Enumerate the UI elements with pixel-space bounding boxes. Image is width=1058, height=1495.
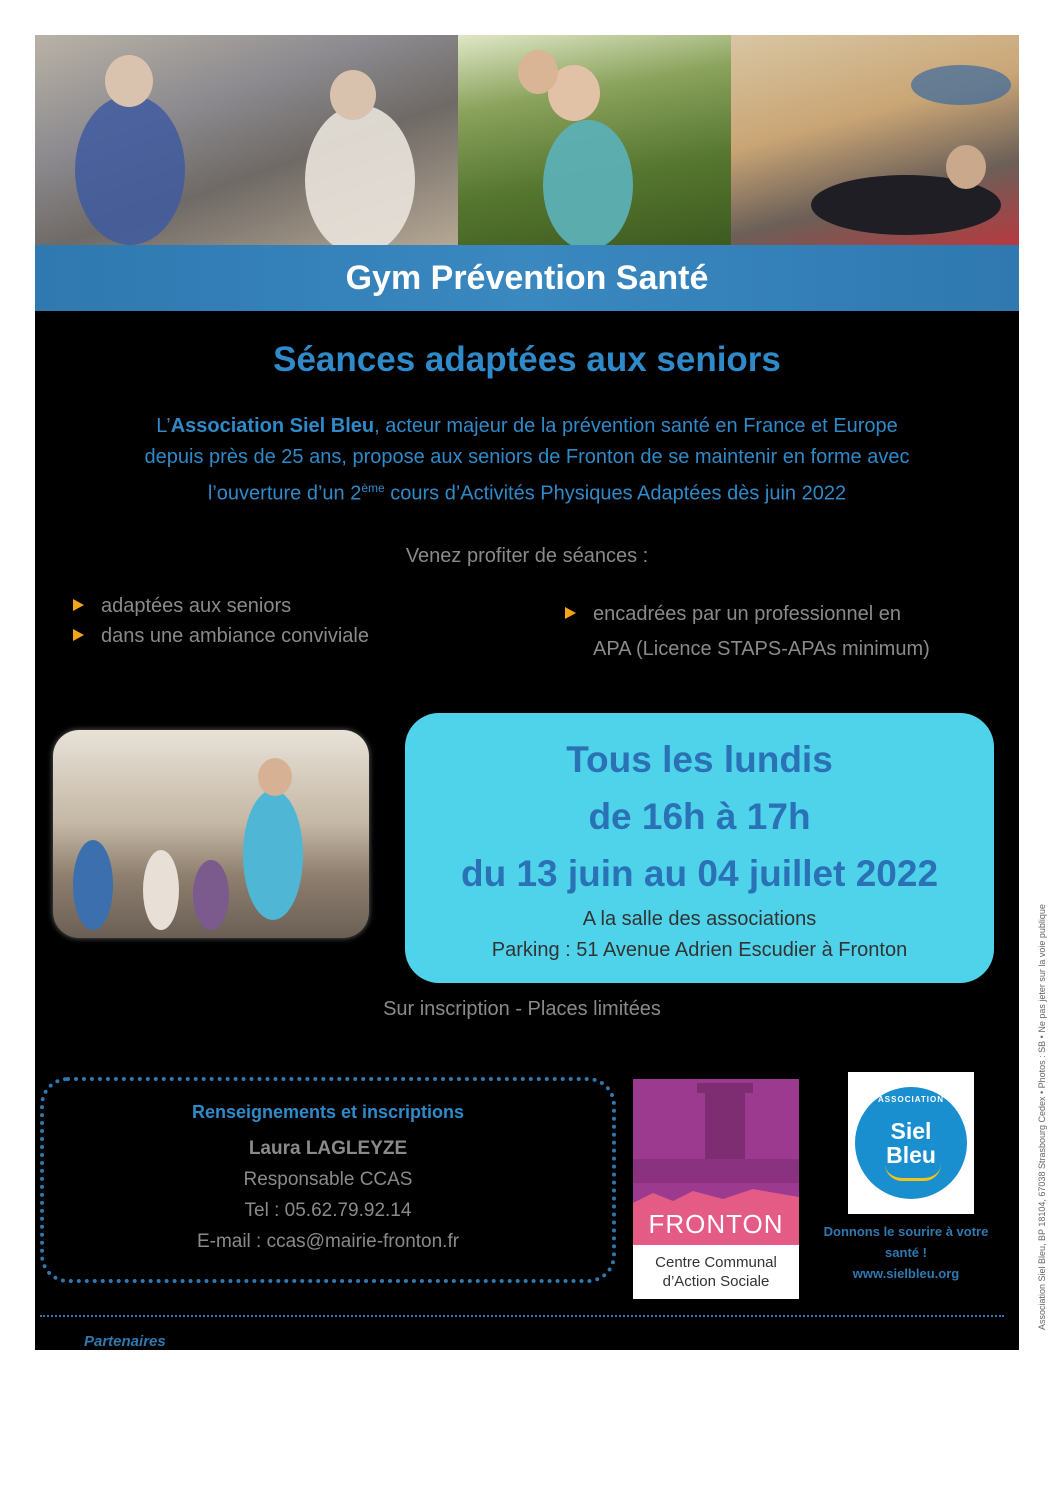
schedule-time: de 16h à 17h xyxy=(588,796,811,837)
contact-title: Renseignements et inscriptions xyxy=(191,1102,465,1122)
intro-line3a: l’ouverture d’un 2 xyxy=(207,482,362,505)
partners-label: Partenaires xyxy=(84,1333,166,1350)
bullet-list-right xyxy=(565,597,965,667)
schedule-dates: du 13 juin au 04 juillet 2022 xyxy=(460,853,939,894)
intro-sup: ème xyxy=(361,481,385,495)
bullet-arrow-icon xyxy=(73,629,84,641)
siel-word2: Bleu xyxy=(886,1142,936,1168)
intro-line1: , acteur majeur de la prévention santé en France et Europe xyxy=(374,415,898,437)
title-banner xyxy=(35,245,1019,311)
venez-heading: Venez profiter de séances : xyxy=(405,545,649,567)
schedule-day: Tous les lundis xyxy=(566,739,833,780)
bullet-arrow-icon xyxy=(73,599,84,611)
list-item-text: APA (Licence STAPS-APAs minimum) xyxy=(593,638,930,660)
photo-floor-exercise xyxy=(731,35,1019,247)
siel-assoc-text: ASSOCIATION xyxy=(878,1095,944,1104)
photo-nordic-walking xyxy=(458,35,731,247)
logo-purple-block xyxy=(633,1079,799,1183)
contact-email[interactable]: E-mail : ccas@mairie-fronton.fr xyxy=(196,1231,460,1252)
fronton-sub1: Centre Communal xyxy=(655,1254,777,1271)
list-item-text: dans une ambiance conviviale xyxy=(101,625,369,647)
smile-icon xyxy=(885,1164,941,1181)
siel-tagline2: santé ! xyxy=(885,1245,927,1260)
tower-icon xyxy=(633,1079,799,1183)
schedule-box xyxy=(405,713,994,983)
bullet-list-left xyxy=(73,591,369,651)
siel-word1: Siel xyxy=(890,1118,932,1144)
fronton-name: FRONTON xyxy=(648,1209,784,1239)
photo-strip xyxy=(35,35,1019,247)
fronton-subtitle xyxy=(633,1253,799,1291)
contact-name: Laura LAGLEYZE xyxy=(248,1138,408,1159)
bullet-arrow-icon xyxy=(565,607,576,619)
fronton-ccas-logo xyxy=(633,1079,799,1299)
intro-prefix: L’ xyxy=(156,415,171,437)
page-title: Gym Prévention Santé xyxy=(345,258,709,297)
contact-box xyxy=(40,1077,616,1283)
list-item-text: adaptées aux seniors xyxy=(101,595,292,617)
subtitle: Séances adaptées aux seniors xyxy=(273,340,781,379)
schedule-parking: Parking : 51 Avenue Adrien Escudier à Fronton xyxy=(491,939,908,961)
partners-divider xyxy=(40,1315,1004,1317)
contact-phone: Tel : 05.62.79.92.14 xyxy=(244,1200,412,1221)
legal-vertical-text: Association Siel Bleu, BP 18104, 67038 Strasbourg Cedex • Photos : SB • Ne pas jeter sur la voie publique xyxy=(1037,904,1047,1330)
siel-bleu-circle xyxy=(855,1087,967,1199)
list-item xyxy=(73,591,369,621)
siel-bleu-logo xyxy=(848,1072,974,1214)
contact-role: Responsable CCAS xyxy=(243,1169,413,1190)
siel-url-link[interactable]: www.sielbleu.org xyxy=(852,1266,960,1281)
list-item-continued xyxy=(565,632,965,667)
photo-seniors-stretching xyxy=(35,35,458,247)
intro-line3b: cours d’Activités Physiques Adaptées dès juin 2022 xyxy=(384,482,847,505)
intro-paragraph xyxy=(75,411,979,510)
intro-line2: depuis près de 25 ans, propose aux seniors de Fronton de se maintenir en forme avec xyxy=(144,446,910,468)
siel-tagline1: Donnons le sourire à votre xyxy=(823,1224,989,1239)
fronton-sub2: d’Action Sociale xyxy=(662,1273,770,1290)
schedule-place: A la salle des associations xyxy=(582,908,817,930)
intro-org: Association Siel Bleu xyxy=(170,415,375,437)
siel-tagline xyxy=(805,1221,1007,1284)
list-item xyxy=(73,621,369,651)
list-item-text: encadrées par un professionnel en xyxy=(593,603,901,625)
inscription-note: Sur inscription - Places limitées xyxy=(383,998,661,1020)
photo-gym-class xyxy=(53,730,369,938)
flyer xyxy=(35,35,1047,1350)
list-item xyxy=(565,597,965,632)
